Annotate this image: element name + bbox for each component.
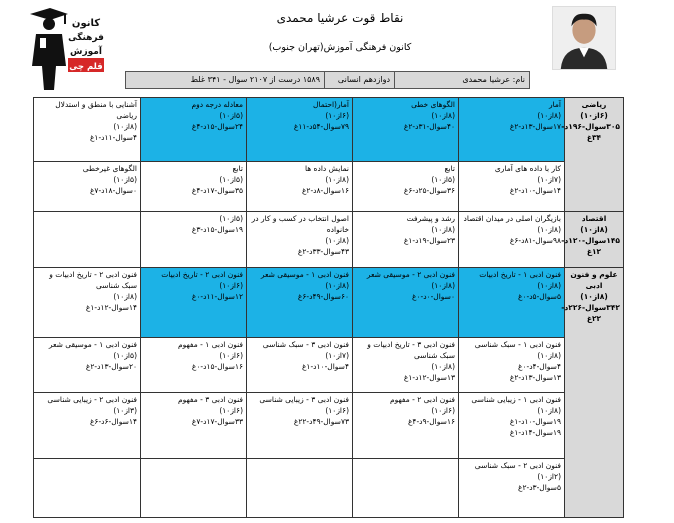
topic-name: فنون ادبی ۳ - تاریخ ادبیات و سبک شناسی xyxy=(367,340,455,360)
table-row xyxy=(34,268,624,338)
topic-cell xyxy=(141,393,247,459)
topic-name: فنون ادبی ۱ - مفهوم xyxy=(177,340,243,349)
topic-cell xyxy=(141,162,247,212)
topic-name: فنون ادبی ۳ - مفهوم xyxy=(177,395,243,404)
topic-name: فنون ادبی ۲ - موسیقی شعر xyxy=(366,270,455,279)
topic-score: (۵از۱۰) xyxy=(219,175,243,184)
topic-score: (۵از۱۰) xyxy=(219,111,243,120)
topic-cell xyxy=(141,459,247,518)
report-subtitle: کانون فرهنگی آموزش(تهران جنوب) xyxy=(268,42,412,53)
topic-question-stats: ۱۷سوال-۱۳د-۲غ xyxy=(509,122,561,131)
topic-cell xyxy=(247,393,353,459)
topic-question-stats: ۳۳سوال-۱۷د-۷غ xyxy=(191,417,243,426)
topic-score: (۸از۱۰) xyxy=(325,175,349,184)
topic-cell xyxy=(459,162,565,212)
lesson-summary-cell: اقتصاد (۸از۱۰) ۱۴۵سوال-۱۲۰د- ۱۲غ xyxy=(565,212,624,268)
topic-question-stats: ۱۴سوال-۱۰د-۲غ xyxy=(509,186,561,195)
topic-question-stats: ۱۴سوال-۱۲د-۱غ xyxy=(85,303,137,312)
topic-question-stats: ۴۰سوال-۳۱د-۲غ xyxy=(403,122,455,131)
topic-cell xyxy=(34,212,141,268)
topic-score: (۸از۱۰) xyxy=(537,281,561,290)
topic-name: معادله درجه دوم xyxy=(191,100,243,109)
student-photo-icon xyxy=(552,6,616,70)
topic-name: فنون ادبی ۱ - سبک شناسی xyxy=(474,340,561,349)
lesson-summary-cell: ریاضی (۶از۱۰) ۳۰۵سوال-۱۹۶د- ۳۴غ xyxy=(565,98,624,212)
topic-question-stats: ۴۳سوال-۳۳د-۲غ xyxy=(297,247,349,256)
topic-score: (۷از۱۰) xyxy=(325,351,349,360)
topic-cell xyxy=(141,212,247,268)
topic-question-stats: ۱۳سوال-۱۲د-۱غ xyxy=(403,373,455,382)
topic-name: فنون ادبی ۱ - موسیقی شعر xyxy=(48,340,137,349)
topic-score: (۸از۱۰) xyxy=(431,225,455,234)
topic-cell xyxy=(247,338,353,393)
svg-text:فرهنگی: فرهنگی xyxy=(68,33,104,43)
student-name: نام: عرشیا محمدی xyxy=(394,72,529,88)
topic-question-stats: ۰سوال-۱۸د-۷غ xyxy=(89,186,137,195)
topic-name: تابع xyxy=(444,164,455,173)
topic-score: (۸از۱۰) xyxy=(431,362,455,371)
student-stats: ۱۵۸۹ درست از ۲۱۰۷ سوال - ۳۴۱ غلط xyxy=(190,75,320,84)
topic-score: (۷از۱۰) xyxy=(537,175,561,184)
topic-question-stats: ۴سوال-۱۰د-۱غ xyxy=(301,362,349,371)
topic-cell xyxy=(459,212,565,268)
topic-question-stats: ۴سوال-۱۱د-۱غ xyxy=(89,133,137,142)
topic-score: (۶از۱۰) xyxy=(219,406,243,415)
topic-score: (۶از۱۰) xyxy=(325,406,349,415)
report-title: نقاط قوت عرشیا محمدی xyxy=(276,11,404,25)
topic-cell xyxy=(34,162,141,212)
topic-question-stats: ۷۳سوال-۴۹د-۲۲غ xyxy=(293,417,349,426)
topic-cell xyxy=(141,268,247,338)
topic-question-stats: ۳۶سوال-۲۵د-۶غ xyxy=(403,186,455,195)
topic-score: (۲از۱۰) xyxy=(537,472,561,481)
topic-question-stats: ۱۹سوال-۱۰د-۱غ xyxy=(509,417,561,426)
topic-cell xyxy=(459,338,565,393)
topic-cell xyxy=(353,459,459,518)
topic-score: (۸از۱۰) xyxy=(325,281,349,290)
topic-question-stats: ۱۶سوال-۸د-۲غ xyxy=(301,186,349,195)
topic-cell xyxy=(34,459,141,518)
topic-cell xyxy=(247,459,353,518)
topic-name: فنون ادبی ۲ - سبک شناسی xyxy=(474,461,561,470)
topic-score: (۳از۱۰) xyxy=(113,406,137,415)
topic-question-stats: ۲۴سوال-۱۵د-۴غ xyxy=(191,122,243,131)
topic-name: تابع xyxy=(232,164,243,173)
topic-question-stats: ۱۹سوال-۱۴د-۱غ xyxy=(509,428,561,437)
topic-cell xyxy=(141,338,247,393)
lesson-summary-cell: علوم و فنون ادبی (۸از۱۰) ۳۴۲سوال-۲۲۶د- ۲۲غ xyxy=(565,268,624,518)
topic-score: (۵از۱۰) xyxy=(113,351,137,360)
topic-score: (۸از۱۰) xyxy=(113,122,137,131)
topic-score: (۸از۱۰) xyxy=(113,292,137,301)
topic-score: (۵از۱۰) xyxy=(113,175,137,184)
svg-text:قلم چی: قلم چی xyxy=(69,62,103,72)
topic-question-stats: ۱۳سوال-۱۳د-۲غ xyxy=(509,373,561,382)
topic-cell xyxy=(459,393,565,459)
topic-score: (۸از۱۰) xyxy=(431,111,455,120)
student-grade: دوازدهم انسانی xyxy=(324,72,394,88)
topic-name: آشنایی با منطق و استدلال ریاضی xyxy=(55,100,137,120)
topic-name: کار با داده های آماری xyxy=(494,164,561,173)
topic-cell xyxy=(353,98,459,162)
topic-score: (۶از۱۰) xyxy=(431,406,455,415)
topic-question-stats: ۲۳سوال-۱۹د-۱غ xyxy=(403,236,455,245)
topic-score: (۸از۱۰) xyxy=(537,111,561,120)
topic-cell xyxy=(459,268,565,338)
topic-score: (۸از۱۰) xyxy=(537,225,561,234)
table-row xyxy=(34,393,624,459)
topic-score: (۶از۱۰) xyxy=(219,281,243,290)
topic-name: نمایش داده ها xyxy=(304,164,349,173)
topic-score: (۸از۱۰) xyxy=(431,281,455,290)
topic-cell xyxy=(247,162,353,212)
topic-question-stats: ۹۸سوال-۸۱د-۶غ xyxy=(509,236,561,245)
topic-cell xyxy=(34,98,141,162)
topic-cell xyxy=(247,268,353,338)
topic-question-stats: ۴سوال-۴د-۰غ xyxy=(517,362,561,371)
topic-cell xyxy=(34,268,141,338)
topic-name: فنون ادبی ۱ - موسیقی شعر xyxy=(260,270,349,279)
topic-name: الگوهای خطی xyxy=(411,100,455,109)
topic-question-stats: ۱۶سوال-۹د-۴غ xyxy=(407,417,455,426)
topic-name: الگوهای غیرخطی xyxy=(82,164,137,173)
topic-cell xyxy=(141,98,247,162)
topic-cell xyxy=(353,393,459,459)
topic-name: فنون ادبی ۲ - تاریخ ادبیات و سبک شناسی xyxy=(49,270,137,290)
topic-cell xyxy=(459,459,565,518)
topic-name: اصول انتخاب در کسب و کار در خانواده xyxy=(251,214,349,234)
topic-name: فنون ادبی ۲ - مفهوم xyxy=(389,395,455,404)
topic-score: (۸از۱۰) xyxy=(537,406,561,415)
topic-score: (۵از۱۰) xyxy=(219,214,243,223)
topic-question-stats: ۲۰سوال-۱۳د-۲غ xyxy=(85,362,137,371)
topic-score: (۶از۱۰) xyxy=(219,351,243,360)
topic-name: بازیگران اصلی در میدان اقتصاد xyxy=(463,214,561,223)
topic-question-stats: ۱۹سوال-۱۵د-۳غ xyxy=(191,225,243,234)
topic-name: فنون ادبی ۱ - زیبایی شناسی xyxy=(471,395,561,404)
svg-text:کانون: کانون xyxy=(71,18,101,29)
topic-name: فنون ادبی ۳ - زیبایی شناسی xyxy=(259,395,349,404)
topic-cell xyxy=(353,268,459,338)
table-row xyxy=(34,459,624,518)
topic-name: آمار(احتمال xyxy=(313,100,349,109)
topic-score: (۶از۱۰) xyxy=(325,111,349,120)
topic-score: (۵از۱۰) xyxy=(431,175,455,184)
table-row xyxy=(34,98,624,162)
topic-name: فنون ادبی ۲ - تاریخ ادبیات xyxy=(161,270,243,279)
topic-score: (۸از۱۰) xyxy=(325,236,349,245)
topic-cell xyxy=(247,98,353,162)
topic-score: (۸از۱۰) xyxy=(537,351,561,360)
kanoon-logo-icon xyxy=(20,4,106,92)
topic-cell xyxy=(353,212,459,268)
strengths-table xyxy=(33,97,624,518)
topic-question-stats: ۵سوال-۵د-۰غ xyxy=(517,292,561,301)
topic-cell xyxy=(353,162,459,212)
topic-cell xyxy=(34,338,141,393)
topic-name: آمار xyxy=(548,100,561,109)
topic-question-stats: ۶۰سوال-۴۹د-۶غ xyxy=(297,292,349,301)
topic-question-stats: ۱۲سوال-۱۱د-۰غ xyxy=(191,292,243,301)
topic-name: فنون ادبی ۱ - تاریخ ادبیات xyxy=(479,270,561,279)
topic-cell xyxy=(459,98,565,162)
table-row xyxy=(34,338,624,393)
student-info-bar xyxy=(125,71,530,89)
svg-text:آموزش: آموزش xyxy=(70,47,102,57)
table-row xyxy=(34,212,624,268)
topic-question-stats: ۳۵سوال-۱۷د-۴غ xyxy=(191,186,243,195)
topic-name: فنون ادبی ۳ - سبک شناسی xyxy=(262,340,349,349)
topic-cell xyxy=(353,338,459,393)
topic-cell xyxy=(34,393,141,459)
topic-question-stats: ۵سوال-۳د-۲غ xyxy=(517,483,561,492)
topic-question-stats: ۰سوال-۰د-۰غ xyxy=(411,292,455,301)
topic-question-stats: ۱۶سوال-۱۵د-۰غ xyxy=(191,362,243,371)
table-row xyxy=(34,162,624,212)
topic-name: فنون ادبی ۲ - زیبایی شناسی xyxy=(47,395,137,404)
topic-name: رشد و پیشرفت xyxy=(406,214,455,223)
topic-question-stats: ۱۴سوال-۶د-۶غ xyxy=(89,417,137,426)
topic-cell xyxy=(247,212,353,268)
topic-question-stats: ۷۹سوال-۵۴د-۱۱غ xyxy=(293,122,349,131)
